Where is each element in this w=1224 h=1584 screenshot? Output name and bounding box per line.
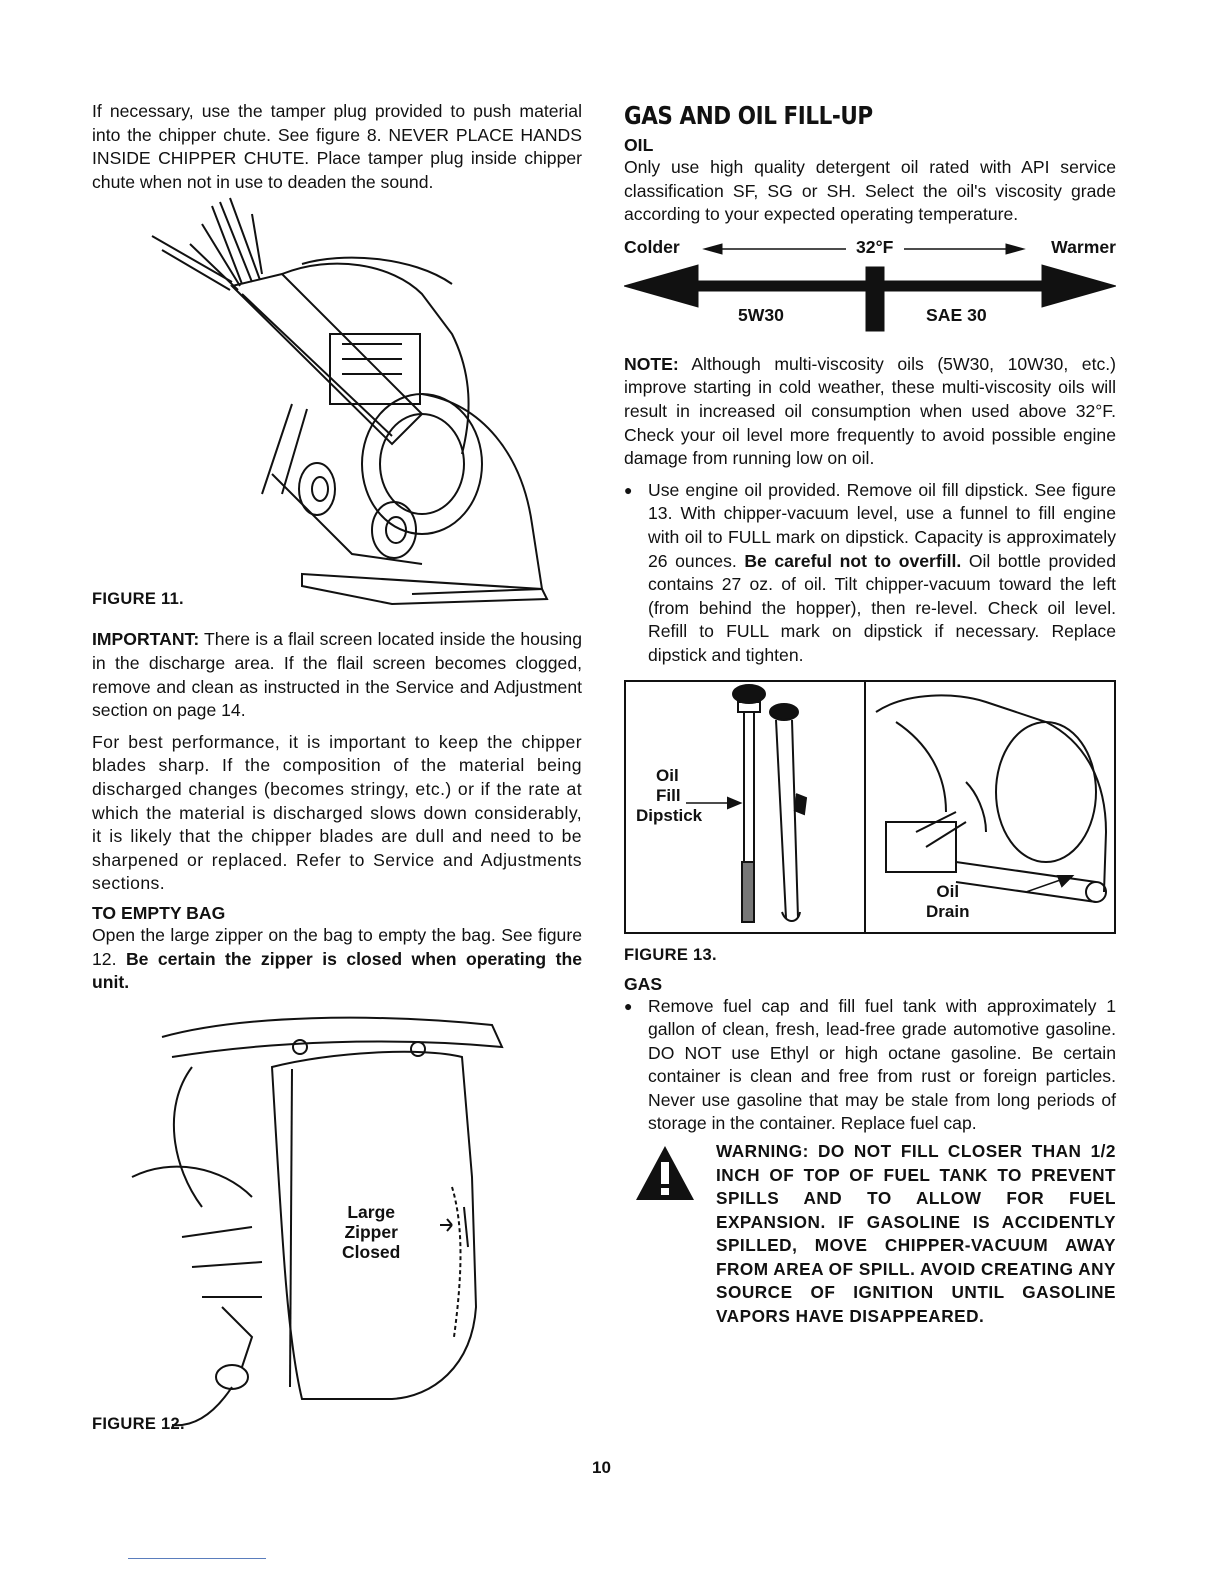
- note-paragraph: [624, 353, 1116, 471]
- warning-text: WARNING: DO NOT FILL CLOSER THAN 1/2 INCH OF TOP OF FUEL TANK TO PREVENT SPILLS AND TO ALLOW FOR FUEL EXPANSION. IF GASOLINE IS ACCIDENTLY SPILLED, MOVE CHIPPER-VACUUM AWAY FROM AREA OF SPILL. AVOID CREATING ANY SOURCE OF IGNITION UNTIL GASOLINE VAPORS HAVE DISAPPEARED.: [716, 1141, 1116, 1326]
- empty-bag-paragraph: [92, 924, 582, 995]
- figure-11: [92, 194, 582, 609]
- figure-13: [624, 680, 1116, 934]
- bullet-icon: ●: [624, 481, 633, 498]
- gas-bullet: [624, 995, 1116, 1137]
- bullet-icon: ●: [624, 997, 633, 1014]
- dipstick-label: [636, 766, 702, 826]
- intro-paragraph: If necessary, use the tamper plug provided to push material into the chipper chute. See figure 8. NEVER PLACE HANDS INSIDE CHIPPER CHUTE. Place tamper plug inside chipper chute when not in use to deaden the sound.: [92, 101, 582, 192]
- scale-arrows: [624, 237, 1116, 349]
- empty-bag-heading: TO EMPTY BAG: [92, 902, 226, 923]
- empty-bag-text: Open the large zipper on the bag to empty the bag. See figure 12.: [92, 924, 582, 969]
- drain-label: [926, 882, 969, 922]
- oil-bullet-text: [648, 479, 1116, 668]
- dipstick-label-line-1: Oil: [656, 765, 679, 785]
- section-title: GAS AND OIL FILL-UP: [624, 101, 873, 130]
- drain-label-line-1: Oil: [936, 881, 960, 901]
- note-text: Although multi-viscosity oils (5W30, 10W30, etc.) improve starting in cold weather, these multi-viscosity oils will result in increased oil consumption when used above 32°F. Check your oil level more frequently to avoid possible engine damage from running low on oil.: [624, 353, 1116, 469]
- important-label: IMPORTANT:: [92, 629, 200, 650]
- label-line-2: Zipper: [344, 1221, 398, 1242]
- important-paragraph: [92, 628, 582, 722]
- label-line-1: Large: [347, 1201, 395, 1222]
- right-big-arrowhead: [1042, 265, 1116, 307]
- page-number: 10: [592, 1458, 611, 1477]
- label-line-3: Closed: [342, 1241, 401, 1262]
- footer-rule: [128, 1558, 266, 1559]
- left-small-arrowhead: [704, 244, 722, 254]
- left-big-arrowhead: [624, 265, 698, 307]
- figure-11-caption: FIGURE 11.: [92, 590, 184, 609]
- gas-text: Remove fuel cap and fill fuel tank with approximately 1 gallon of clean, fresh, lead-free grade automotive gasoline. DO NOT use Ethyl or high octane gasoline. Be certain container is clean and free from rust or foreign particles. Never use gasoline that may be stale from long periods of storage in the container. Replace fuel cap.: [648, 995, 1116, 1134]
- colder-label: Colder: [624, 236, 680, 257]
- drain-label-line-2: Drain: [926, 901, 970, 921]
- low-grade-label: 5W30: [738, 304, 784, 325]
- performance-paragraph: For best performance, it is important to keep the chipper blades sharp. If the composition of the material being discharged changes (becomes stringy, etc.) or if the rate at which the material is discharged slows down considerably, it is likely that the chipper blades are dull and need to be sharpened or replaced. Refer to Service and Adjustments sections.: [92, 731, 582, 894]
- empty-bag-bold: Be certain the zipper is closed when operating the unit.: [92, 948, 582, 993]
- oil-heading: OIL: [624, 135, 654, 155]
- oil-intro: Only use high quality detergent oil rated with API service classification SF, SG or SH. Select the oil's viscosity grade according to your expected operating temperature.: [624, 157, 1116, 225]
- figure-12-caption: FIGURE 12.: [92, 1414, 185, 1433]
- dipstick-label-line-2: Fill: [656, 785, 681, 805]
- chipper-vacuum-illustration: [92, 194, 582, 606]
- bag-zipper-illustration: [92, 1007, 582, 1427]
- figure-13-caption: FIGURE 13.: [624, 945, 717, 964]
- figure-12: [92, 1007, 582, 1442]
- gas-heading: GAS: [624, 973, 663, 994]
- large-zipper-label: [342, 1202, 400, 1262]
- note-label: NOTE:: [624, 353, 679, 374]
- warning-block: [624, 1140, 1116, 1328]
- viscosity-scale: [624, 237, 1116, 349]
- overfill-warning: Be careful not to overfill.: [744, 550, 962, 571]
- oil-bullet-part-b: Oil bottle provided contains 27 oz. of oil. Tilt chipper-vacuum toward the left (from behind the hopper), then re-level. Check oil level. Refill to FULL mark on dipstick if necessary. Replace dipstick and tighten.: [648, 550, 1116, 665]
- oil-bullet: [624, 479, 1116, 668]
- freezing-marker: [866, 267, 884, 331]
- freezing-label: 32°F: [856, 236, 894, 257]
- left-column: [92, 100, 582, 1442]
- warmer-label: Warmer: [1051, 236, 1116, 257]
- important-text: There is a flail screen located inside the housing in the discharge area. If the flail screen becomes clogged, remove and clean as instructed in the Service and Adjustment section on page 14.: [92, 629, 582, 721]
- right-small-arrowhead: [1006, 244, 1024, 254]
- oil-bullet-part-a: Use engine oil provided. Remove oil fill dipstick. See figure 13. With chipper-vacuum level, use a funnel to fill engine with oil to FULL mark on dipstick. Capacity is approximately 26 ounces.: [648, 479, 1116, 571]
- right-column: [624, 100, 1116, 1328]
- dipstick-label-line-3: Dipstick: [636, 805, 703, 825]
- high-grade-label: SAE 30: [926, 304, 987, 325]
- warning-triangle-icon: [634, 1144, 696, 1202]
